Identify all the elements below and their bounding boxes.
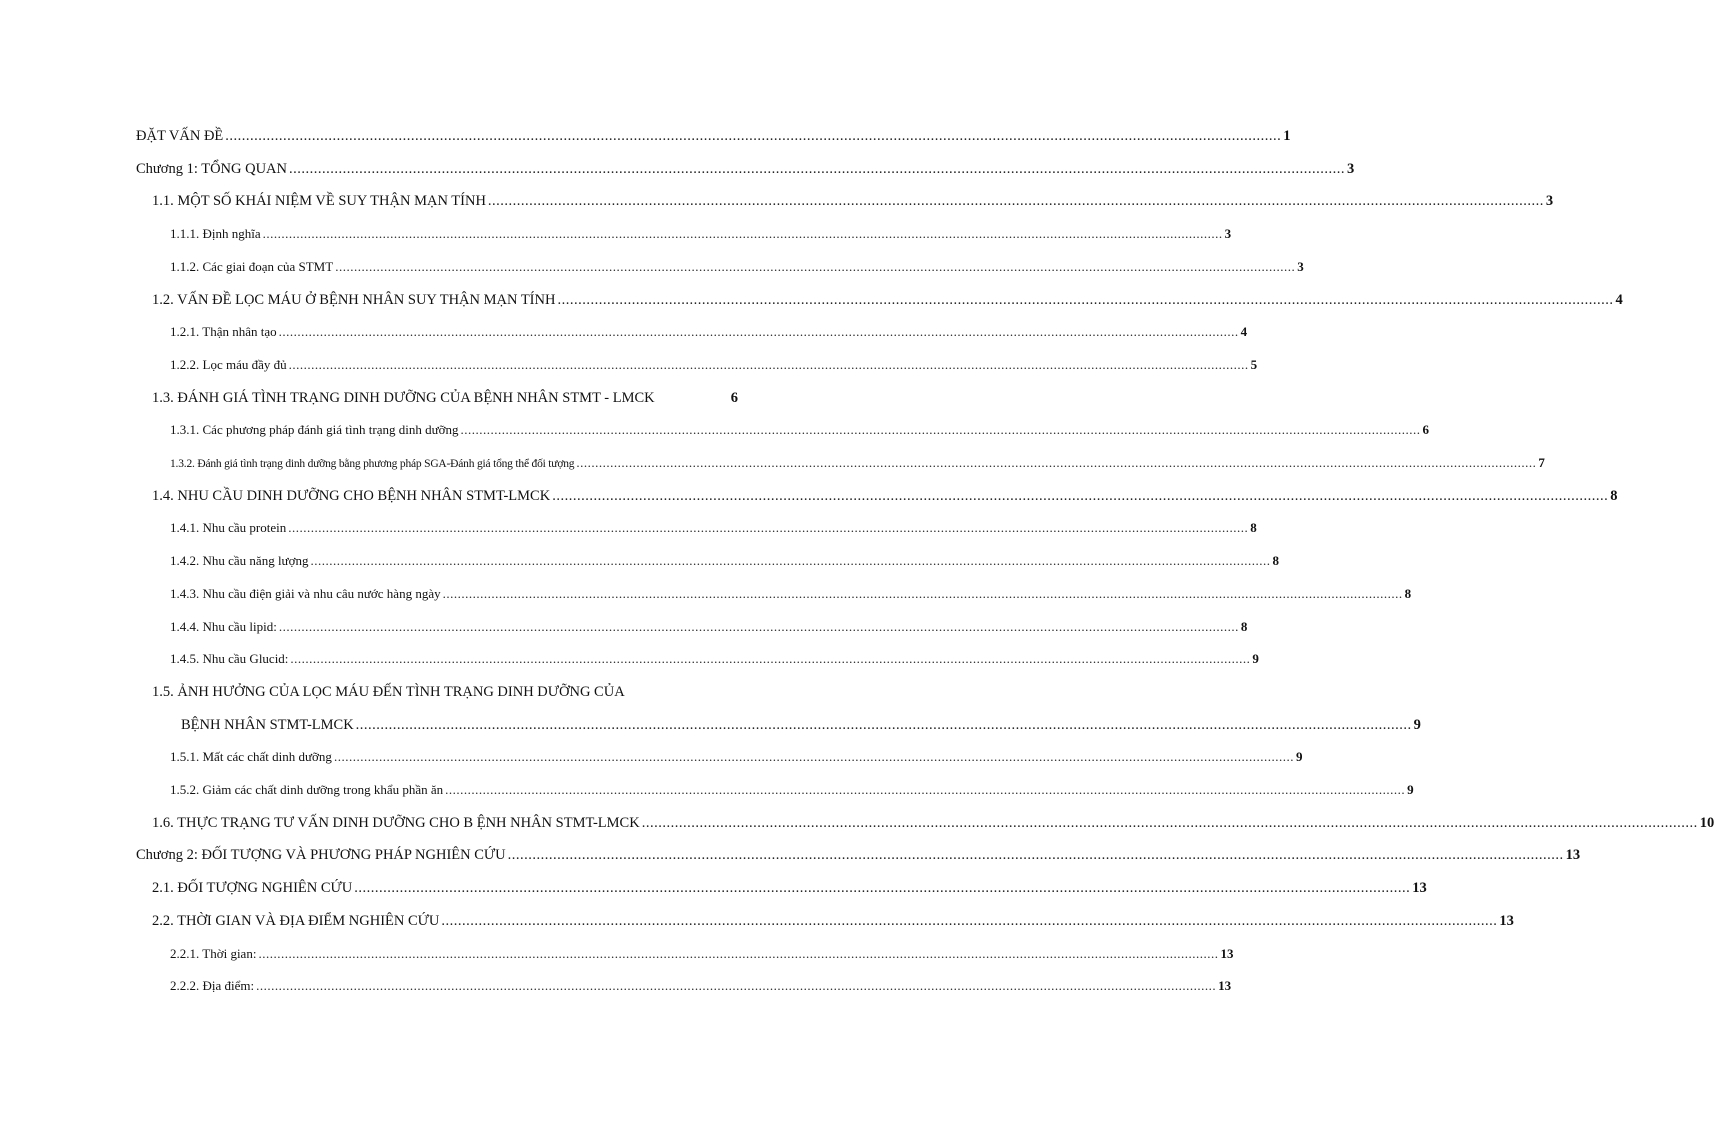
toc-entry-title: 2.1. ĐỐI TƯỢNG NGHIÊN CỨU [152,880,353,897]
toc-entry[interactable] [136,160,1355,178]
toc-leader-dots [445,782,1405,798]
toc-leader-dots [441,913,1497,930]
toc-entry[interactable] [170,226,1232,242]
toc-entry-page: 4 [1615,291,1623,308]
toc-entry[interactable] [152,193,1554,210]
toc-leader-dots [354,880,1410,897]
toc-leader-dots [225,128,1281,145]
toc-entry-title: 1.1. MỘT SỐ KHÁI NIỆM VỀ SUY THẬN MẠN TÍNH [152,193,486,210]
toc-leader-dots [288,520,1248,536]
toc-entry-page: 9 [1295,749,1303,765]
toc-entry-page: 8 [1610,487,1618,504]
toc-leader-dots [557,292,1613,309]
toc-leader-dots [552,488,1608,505]
toc-leader-dots [256,978,1216,994]
toc-entry[interactable] [152,390,738,407]
toc-leader-dots [642,815,1698,832]
toc-leader-dots [508,847,1564,864]
toc-entry-page: 6 [730,389,738,406]
toc-entry-page: 6 [1422,422,1430,438]
toc-entry[interactable] [170,422,1430,438]
toc-entry-title: 2.2.2. Địa điểm: [170,978,255,994]
toc-entry-title: 1.5.1. Mất các chất dinh dưỡng [170,749,332,765]
toc-entry[interactable] [170,520,1257,536]
toc-entry-page: 4 [1240,324,1248,340]
toc-entry[interactable] [170,455,1545,471]
toc-leader-dots [290,651,1250,667]
toc-leader-dots [263,226,1223,242]
toc-leader-dots [279,619,1239,635]
toc-entry-title: 1.4.1. Nhu cầu protein [170,520,287,536]
toc-entry-title: 1.3.1. Các phương pháp đánh giá tình trạng dinh dưỡng [170,422,459,438]
toc-entry[interactable] [152,814,1714,832]
toc-entry-title: Chương 2: ĐỐI TƯỢNG VÀ PHƯƠNG PHÁP NGHIÊN CỨU [136,847,506,864]
toc-entry-title: 1.1.2. Các giai đoạn của STMT [170,258,334,274]
toc-entry[interactable] [170,585,1412,602]
toc-entry-title: 1.3. ĐÁNH GIÁ TÌNH TRẠNG DINH DƯỠNG CỦA BỆNH NHÂN STMT - LMCK [152,389,655,406]
toc-entry[interactable] [170,618,1248,635]
toc-entry-page: 3 [1545,193,1554,210]
toc-entry-title: Chương 1: TỔNG QUAN [136,160,287,177]
toc-entry-title: 1.2.1. Thận nhân tạo [170,324,277,340]
toc-entry-page: 13 [1499,912,1514,929]
toc-leader-dots [289,357,1249,373]
toc-entry[interactable] [152,291,1623,309]
toc-leader-dots [335,259,1295,275]
toc-entry[interactable] [136,847,1581,864]
toc-leader-dots [461,422,1421,438]
toc-entry-title: ĐẶT VẤN ĐỀ [136,128,224,144]
toc-leader-dots [443,586,1403,602]
toc-entry-page: 5 [1250,356,1258,372]
toc-entry-title: 1.2. VẤN ĐỀ LỌC MÁU Ở BỆNH NHÂN SUY THẬN MẠN TÍNH [152,291,556,308]
toc-leader-dots [258,946,1218,962]
toc-leader-dots [334,749,1294,765]
toc-entry[interactable] [136,128,1291,145]
toc-entry-page: 7 [1538,455,1545,470]
toc-entry[interactable] [152,684,738,701]
toc-entry-page: 10 [1699,814,1714,831]
toc-entry[interactable] [170,945,1234,962]
toc-entry-page: 13 [1220,945,1234,961]
toc-entry-title: 2.2.1. Thời gian: [170,945,257,961]
toc-entry[interactable] [152,912,1514,930]
toc-entry-page: 9 [1252,651,1259,667]
toc-entry-continuation[interactable] [181,716,1421,734]
toc-entry-title: BỆNH NHÂN STMT-LMCK [181,716,354,733]
toc-entry[interactable] [170,356,1258,373]
toc-entry[interactable] [170,324,1248,340]
toc-entry[interactable] [170,782,1414,798]
toc-entry-page: 8 [1404,585,1412,601]
toc-entry-title: 1.4. NHU CẦU DINH DƯỠNG CHO BỆNH NHÂN STMT-LMCK [152,487,551,504]
toc-entry-page: 13 [1218,978,1232,994]
toc-entry[interactable] [170,978,1232,994]
toc-entry[interactable] [170,553,1279,569]
toc-entry-title: 1.6. THỰC TRẠNG TƯ VẤN DINH DƯỠNG CHO B ỆNH NHÂN STMT-LMCK [152,814,640,831]
toc-entry[interactable] [170,749,1303,765]
toc-entry[interactable] [152,487,1618,505]
toc-leader-dots [289,161,1345,178]
toc-entry-title: 1.1.1. Định nghĩa [170,226,261,242]
toc-entry[interactable] [170,651,1259,667]
toc-entry-title: 1.4.4. Nhu cầu lipid: [170,618,277,634]
toc-leader-dots [356,717,1412,734]
toc-entry-title: 1.4.2. Nhu cầu năng lượng [170,553,309,569]
toc-entry[interactable] [170,258,1304,275]
toc-entry-page: 9 [1407,782,1414,797]
toc-entry-page: 13 [1412,880,1427,897]
toc-entry-page: 3 [1297,258,1304,274]
toc-entry-title: 1.5.2. Giảm các chất dinh dưỡng trong khẩu phần ăn [170,782,444,797]
toc-entry-page: 13 [1565,847,1581,864]
toc-entry-title: 1.2.2. Lọc máu đầy đủ [170,356,287,372]
toc-entry-page: 3 [1347,160,1355,177]
toc-entry-title: 1.3.2. Đánh giá tình trạng dinh dưỡng bằng phương pháp SGA-Đánh giá tổng thể đối tượng [170,458,575,470]
toc-entry-page: 3 [1224,226,1232,242]
toc-entry-title: 1.4.5. Nhu cầu Glucid: [170,651,289,667]
toc-entry-page: 8 [1272,553,1279,569]
toc-entry-page: 8 [1240,618,1248,634]
toc-leader-dots [279,324,1239,340]
toc-entry-title: 1.4.3. Nhu cầu điện giải và nhu câu nước hàng ngày [170,585,441,601]
toc-entry[interactable] [152,880,1427,897]
toc-leader-dots [488,193,1544,210]
toc-entry-page: 9 [1413,716,1421,733]
toc-entry-title: 1.5. ẢNH HƯỞNG CỦA LỌC MÁU ĐẾN TÌNH TRẠNG DINH DƯỠNG CỦA [152,683,625,700]
toc-entry-page: 8 [1250,520,1257,536]
toc-entry-page: 1 [1283,128,1291,144]
toc-entry-title: 2.2. THỜI GIAN VÀ ĐỊA ĐIỂM NGHIÊN CỨU [152,912,440,929]
toc-leader-dots [310,553,1270,569]
toc-leader-dots [576,455,1536,471]
